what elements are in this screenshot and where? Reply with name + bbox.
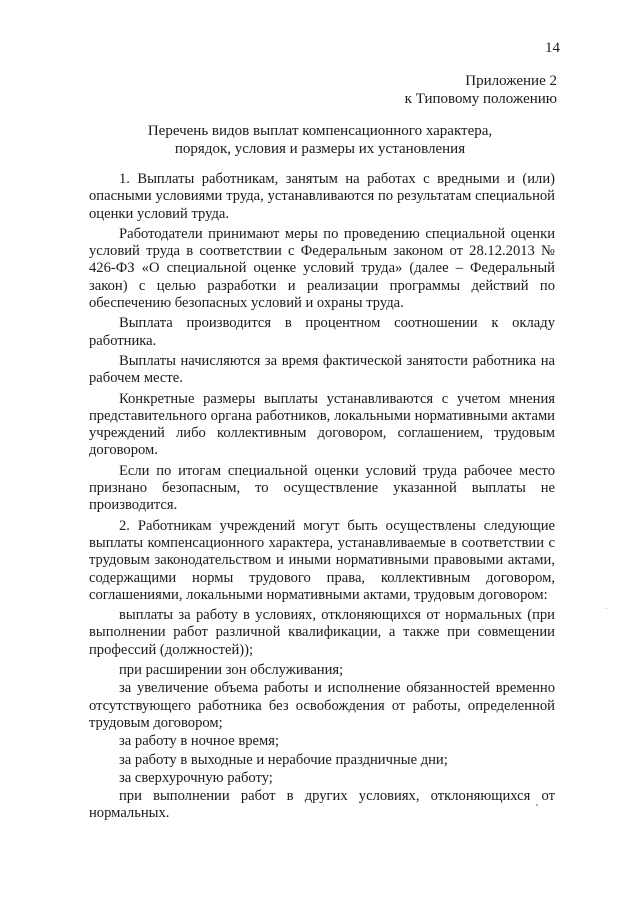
paragraph-3: Выплата производится в процентном соотношении к окладу работника.: [89, 315, 555, 349]
paragraph-7: 2. Работникам учреждений могут быть осуществлены следующие выплаты компенсационного характера, устанавливаемые в соответствии с трудовым законодательством и иными нормативными правовыми актами, содержащими нормы трудового права, коллективным договором, соглашениями, локальными нормативными актами, трудовым договором:: [89, 517, 555, 603]
paragraph-1: 1. Выплаты работникам, занятым на работах с вредными и (или) опасными условиями труда, устанавливаются по результатам специальной оценки условий труда.: [89, 171, 555, 222]
list-item-1: выплаты за работу в условиях, отклоняющихся от нормальных (при выполнении работ различной квалификации, а также при совмещении профессий (должностей));: [89, 607, 555, 658]
list-item-2: при расширении зон обслуживания;: [119, 662, 344, 679]
list-item-3: за увеличение объема работы и исполнение обязанностей временно отсутствующего работника без освобождения от работы, определенной трудовым договором;: [89, 680, 555, 731]
page-number: 14: [545, 40, 560, 56]
paragraph-6: Если по итогам специальной оценки условий труда рабочее место признано безопасным, то осуществление указанной выплаты не производится.: [89, 462, 555, 514]
document-body: [89, 171, 555, 824]
list-item-6: за сверхурочную работу;: [119, 769, 273, 786]
title-line-1: Перечень видов выплат компенсационного характера,: [147, 123, 493, 139]
paragraph-4: Выплаты начисляются за время фактической занятости работника на рабочем месте.: [89, 352, 555, 387]
scan-speck: [606, 608, 607, 609]
list-item-7: при выполнении работ в других условиях, отклоняющихся от нормальных.: [89, 788, 555, 822]
list-item-5: за работу в выходные и нерабочие праздничные дни;: [119, 751, 448, 768]
list-item-4: за работу в ночное время;: [119, 733, 280, 750]
title-line-2: порядок, условия и размеры их установления: [174, 141, 466, 157]
appendix-header: [405, 72, 557, 108]
paragraph-2: Работодатели принимают меры по проведению специальной оценки условий труда в соответствии с Федеральным законом от 28.12.2013 № 426-ФЗ «О специальной оценке условий труда» (далее – Федеральный закон) с целью разработки и реализации программы действий по обеспечению безопасных условий и охраны труда.: [89, 225, 555, 312]
document-title: [70, 122, 570, 158]
appendix-label: Приложение 2: [465, 73, 557, 89]
appendix-reference: к Типовому положению: [404, 91, 557, 107]
scan-speck: [536, 804, 538, 806]
paragraph-5: Конкретные размеры выплаты устанавливаются с учетом мнения представительного органа работников, локальными нормативными актами учреждений либо коллективным договором, соглашением, трудовым договором.: [89, 390, 555, 459]
